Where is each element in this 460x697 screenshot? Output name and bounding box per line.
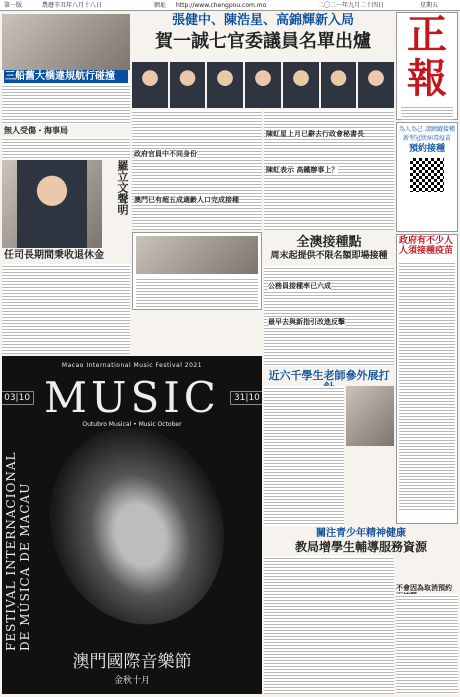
vaccine-ad [396,122,458,232]
lead-kicker: 張健中、陳浩星、高錦輝新入局 [171,13,354,28]
date: 二〇二一年九月二十四日 [318,2,385,9]
lunar-date: 農曆辛丑年八月十八日 [42,2,103,9]
poster-title: MUSIC [44,373,220,422]
top-bar [0,0,460,11]
center-h2: 陳虹星上月已辭去行政會秘書長 [266,129,364,138]
lead-headline: 賀一誠七官委議員名單出爐 [155,31,371,53]
poster-festival-en: Macao International Music Festival [61,362,183,369]
poster-art [23,403,251,649]
poster-year: 2021 [184,362,203,369]
pension-headline: 任司長期間秉收退休金 [4,250,104,261]
bottom-right-text [396,594,458,694]
section-label: 第一版 [4,2,23,9]
gov-headline: 政府有不少人人須接種疫苗 [399,236,454,256]
paper-title: 正報 [407,11,447,102]
bottom-right-headline: 不會因為取消預約 [396,583,452,592]
bridge-photo [2,14,130,70]
poster-start-date: 03|10 [2,391,34,405]
teacher-text [264,386,344,526]
portrait-photo [2,160,102,248]
center-h1: 政府官員中不同身份 [134,149,197,158]
teacher-photo [346,386,394,446]
youth-kicker: 關注青少年精神健康 [316,528,406,539]
vaccine-headline: 全澳接種點 [296,235,362,250]
teacher-headline: 近六千學生老師參外展打 [268,369,390,382]
qr-code[interactable] [410,158,444,192]
member-photos [132,62,394,108]
vaccine-h2: 最早去與新指引改進反擊 [268,317,345,326]
statement-title: 羅立文聲明 [116,160,129,215]
left-text [2,84,130,124]
left-sub: 無人受傷・海事局 [4,125,68,135]
poster-end-date: 31|10 [230,391,262,405]
vaccine-note: 公務員接種率已六成 [268,281,331,290]
lead-headline-block [132,14,394,62]
youth-text [264,556,394,694]
photo-story [132,232,262,310]
qr-label: 預約接種 [408,144,445,154]
music-festival-poster [2,356,262,694]
youth-headline: 教局增學生輔導服務資源 [294,540,427,554]
vaccine-slogan: 為人為己 請踴躍接種 新型冠狀病毒疫苗 [399,126,455,142]
weekday: 星期五 [420,2,439,9]
masthead [396,12,458,120]
gov-story [396,234,458,524]
left-headline: 三船舊大橋違規航行碰撞 [4,70,128,83]
vaccine-sub: 周末起提供不限名額即場接種 [270,251,388,262]
vaccine-story [264,236,394,262]
poster-title-cn: 澳門國際音樂節 [72,652,192,673]
center-h4: 澳門已有超五成適齡人口完成接種 [134,195,239,204]
website[interactable]: http://www.chengpou.com.mo [176,2,267,9]
center-h3: 陳虹表示 高鐵辦事上？ [266,165,339,174]
youth-story [264,528,458,554]
poster-sub-cn: 金秋十月 [113,676,150,686]
web-label: 網址 [154,2,167,9]
center-text-1 [132,110,262,230]
poster-vertical-text: FESTIVAL INTERNACIONAL DE MÚSICA DE MACAU [4,451,32,651]
left-text-2 [2,137,130,159]
poster-sub: Outubro Musical • Music October [82,421,182,429]
pension-text [2,264,130,354]
